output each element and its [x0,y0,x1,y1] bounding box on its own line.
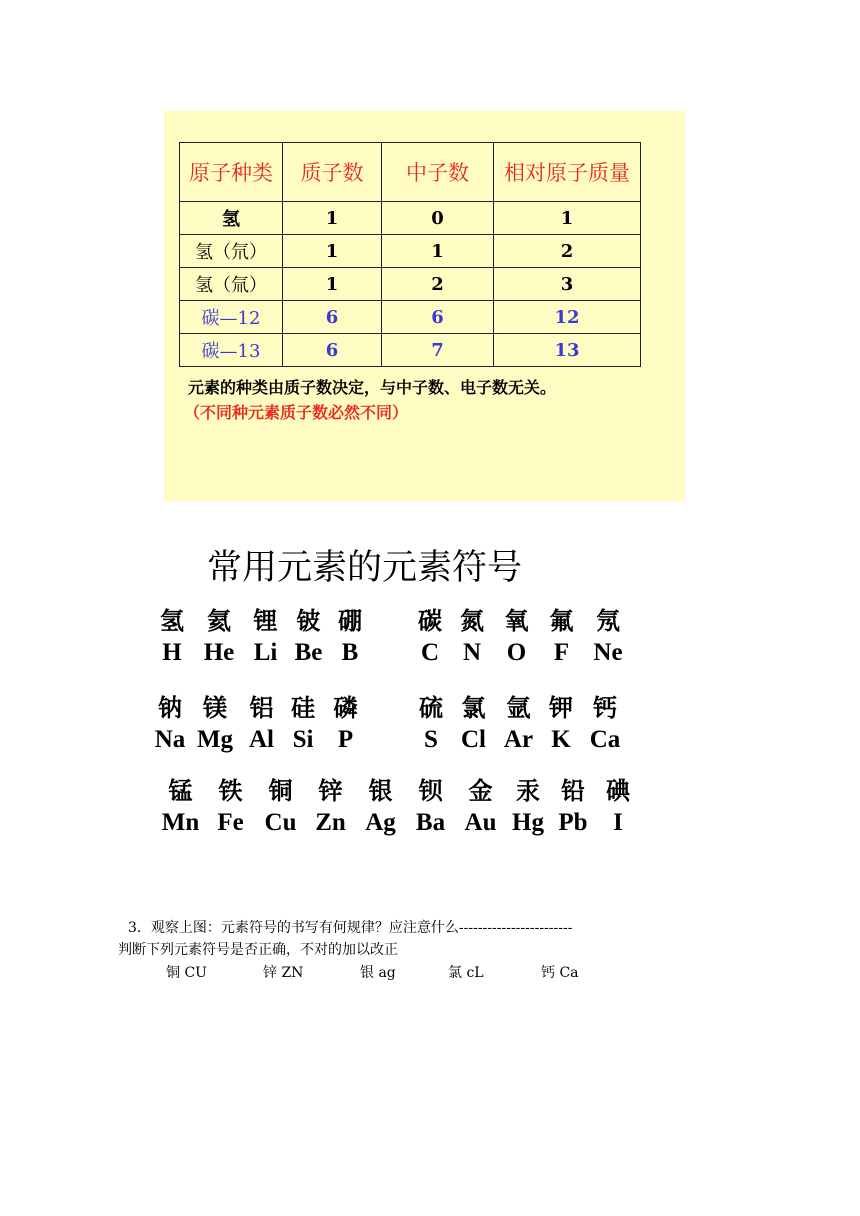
element-name: 锰 [168,777,193,805]
element-cell [330,604,370,668]
table-row [180,268,641,301]
element-group [410,604,632,668]
element-symbol: Au [464,809,497,836]
element-cell [283,691,323,755]
element-symbol: Be [294,639,323,666]
element-group [153,774,638,838]
element-name: 金 [468,777,493,805]
element-symbol: F [553,639,570,666]
mass-cell: 2 [494,235,641,268]
element-note-red: （不同种元素质子数必然不同） [184,403,409,422]
element-cell [323,691,368,755]
element-name: 磷 [333,694,358,722]
element-name: 钾 [549,694,573,722]
element-symbol: C [420,639,440,666]
element-name: 银 [368,777,393,805]
element-name: 氧 [504,607,529,635]
element-note: 元素的种类由质子数决定，与中子数、电子数无关。 [188,378,557,397]
element-cell [353,774,408,838]
element-cell [508,774,548,838]
element-symbol: Ba [415,809,446,836]
kind-cell: 碳—12 [180,301,283,334]
element-name: 铅 [561,777,585,805]
element-cell [541,691,581,755]
element-cell [408,774,453,838]
element-name: 硫 [419,694,443,722]
element-name: 锂 [253,607,278,635]
element-symbol: S [424,726,438,753]
element-name: 铝 [249,694,274,722]
neutrons-cell: 1 [382,235,494,268]
question-item: 氯 cL [448,965,484,981]
protons-cell: 1 [283,268,382,301]
element-name: 碳 [418,607,442,635]
element-name: 钠 [158,694,182,722]
element-cell [240,691,283,755]
element-symbol: Na [154,726,186,753]
element-cell [194,604,244,668]
mass-cell: 1 [494,202,641,235]
element-cell [190,691,240,755]
element-cell [208,774,253,838]
element-name: 锌 [318,777,343,805]
question-item: 钙 Ca [541,965,579,981]
protons-cell: 1 [283,235,382,268]
element-cell [581,691,629,755]
element-name: 镁 [203,694,227,722]
element-name: 汞 [516,777,540,805]
question-item: 铜 CU [166,965,207,981]
element-name: 氯 [461,694,486,722]
element-symbol: Al [249,726,274,753]
kind-cell: 氢（氚） [180,268,283,301]
element-name: 氦 [207,607,231,635]
element-name: 钡 [418,777,443,805]
element-symbol: Mn [161,809,200,836]
element-symbol: H [162,639,182,666]
question-line: 判断下列元素符号是否正确，不对的加以改正 [118,942,398,958]
element-symbol: B [341,639,359,666]
element-group [150,604,370,668]
question-item: 锌 ZN [263,965,304,981]
element-cell [451,691,496,755]
element-symbol: Hg [512,809,544,836]
protons-cell: 6 [283,334,382,367]
element-cell [153,774,208,838]
element-cell [584,604,632,668]
kind-cell: 氢 [180,202,283,235]
kind-cell: 碳—13 [180,334,283,367]
element-name: 钙 [593,694,617,722]
element-cell [308,774,353,838]
neutrons-cell: 2 [382,268,494,301]
table-header-row [180,143,641,202]
isotope-table [179,142,641,367]
table-row [180,235,641,268]
header-cell: 原子种类 [180,143,283,202]
element-name: 碘 [606,777,630,805]
protons-cell: 1 [283,202,382,235]
element-cell [496,691,541,755]
element-cell [539,604,584,668]
table-row [180,301,641,334]
element-symbol: Cu [264,809,297,836]
element-symbol: He [203,639,235,666]
element-name: 氩 [506,694,531,722]
element-cell [494,604,539,668]
header-cell: 中子数 [382,143,494,202]
element-name: 硅 [291,694,315,722]
element-cell [453,774,508,838]
element-cell [450,604,494,668]
element-symbol: P [337,726,354,753]
element-name: 氟 [549,607,574,635]
element-symbol: O [506,639,527,666]
element-symbol: Pb [558,809,588,836]
element-cell [150,604,194,668]
element-name: 氖 [596,607,620,635]
table-row [180,334,641,367]
element-cell [253,774,308,838]
element-cell [598,774,638,838]
element-group [150,691,368,755]
element-name: 氢 [160,607,184,635]
neutrons-cell: 0 [382,202,494,235]
element-symbol: N [462,639,482,666]
section-title: 常用元素的元素符号 [207,548,523,588]
question-items [166,962,579,982]
element-cell [244,604,287,668]
element-symbol: Fe [217,809,244,836]
element-symbol: Ag [365,809,396,836]
mass-cell: 13 [494,334,641,367]
table-row [180,202,641,235]
element-symbol: I [613,809,623,836]
element-name: 铁 [218,777,243,805]
element-symbol: K [551,726,571,753]
element-symbol: Cl [461,726,486,753]
element-symbol: Ar [503,726,534,753]
element-name: 铍 [296,607,321,635]
element-symbol: Zn [315,809,346,836]
element-cell [287,604,330,668]
element-symbol: Li [253,639,278,666]
element-group [411,691,629,755]
element-symbol: Ne [593,639,623,666]
element-symbol: Mg [196,726,234,753]
element-cell [548,774,598,838]
neutrons-cell: 7 [382,334,494,367]
element-cell [150,691,190,755]
mass-cell: 12 [494,301,641,334]
mass-cell: 3 [494,268,641,301]
element-symbol: Ca [589,726,621,753]
header-cell: 质子数 [283,143,382,202]
element-cell [410,604,450,668]
protons-cell: 6 [283,301,382,334]
kind-cell: 氢（氘） [180,235,283,268]
element-cell [411,691,451,755]
element-name: 硼 [338,607,362,635]
question-line: 3．观察上图：元素符号的书写有何规律？应注意什么------------------------ [128,920,573,936]
header-cell: 相对原子质量 [494,143,641,202]
neutrons-cell: 6 [382,301,494,334]
isotope-panel [164,111,685,501]
element-name: 氮 [460,607,484,635]
element-symbol: Si [292,726,314,753]
element-name: 铜 [268,777,293,805]
question-item: 银 ag [360,965,396,981]
